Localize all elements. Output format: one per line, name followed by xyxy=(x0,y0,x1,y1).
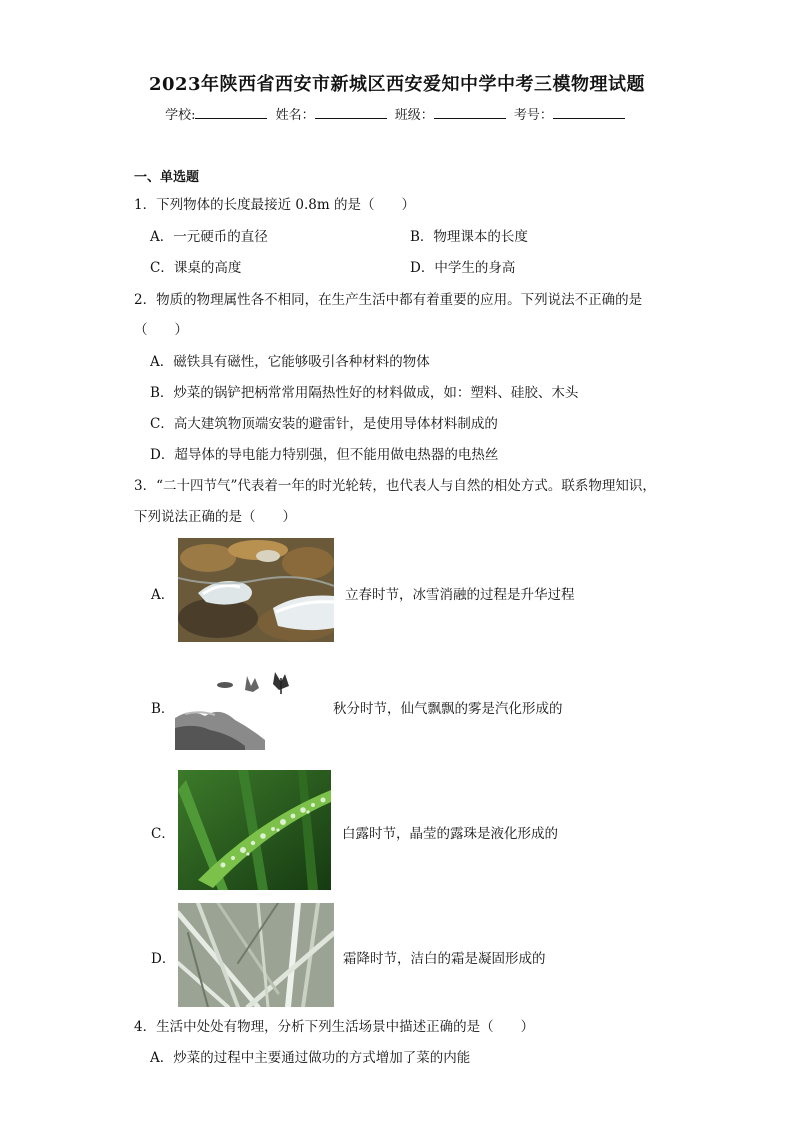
q3-stem-line2: 下列说法正确的是（ ） xyxy=(134,509,296,525)
name-label: 姓名： xyxy=(275,108,315,123)
dew-grass-image xyxy=(178,770,331,890)
q2-option-b: B．炒菜的锅铲把柄常常用隔热性好的材料做成，如：塑料、硅胶、木头 xyxy=(150,385,579,401)
q4-option-a: A．炒菜的过程中主要通过做功的方式增加了菜的内能 xyxy=(150,1050,471,1066)
class-blank[interactable] xyxy=(434,106,506,119)
name-blank[interactable] xyxy=(315,106,387,119)
q3-option-c-text: 白露时节，晶莹的露珠是液化形成的 xyxy=(342,826,558,842)
page-title: 2023年陕西省西安市新城区西安爱知中学中考三模物理试题 xyxy=(148,74,646,95)
frost-grass-image xyxy=(178,903,334,1007)
melting-ice-image xyxy=(178,538,334,642)
q1-option-a: A．一元硬币的直径 xyxy=(150,229,268,245)
fog-landscape-image xyxy=(175,668,300,750)
q3-option-d-letter: D． xyxy=(151,951,176,967)
section-title: 一、单选题 xyxy=(134,170,200,185)
q3-option-b-letter: B． xyxy=(151,701,175,717)
q4-stem: 4．生活中处处有物理，分析下列生活场景中描述正确的是（ ） xyxy=(134,1019,535,1035)
q3-option-b-text: 秋分时节，仙气飘飘的雾是汽化形成的 xyxy=(333,701,563,717)
q3-option-d-text: 霜降时节，洁白的霜是凝固形成的 xyxy=(343,951,546,967)
school-blank[interactable] xyxy=(195,106,267,119)
q3-option-a-letter: A． xyxy=(151,587,175,603)
q2-stem-line1: 2．物质的物理属性各不相同，在生产生活中都有着重要的应用。下列说法不正确的是 xyxy=(134,292,643,308)
q1-option-b: B．物理课本的长度 xyxy=(410,229,528,245)
q2-option-a: A．磁铁具有磁性，它能够吸引各种材料的物体 xyxy=(150,354,430,370)
q1-stem: 1．下列物体的长度最接近 0.8m 的是（ ） xyxy=(134,197,415,213)
class-label: 班级： xyxy=(394,108,434,123)
q1-option-d: D．中学生的身高 xyxy=(410,260,516,276)
school-label: 学校: xyxy=(165,108,196,123)
q2-option-d: D．超导体的导电能力特别强，但不能用做电热器的电热丝 xyxy=(150,447,499,463)
student-info-line xyxy=(0,104,794,123)
number-blank[interactable] xyxy=(553,106,625,119)
q3-option-c-letter: C． xyxy=(151,826,175,842)
q3-option-a-text: 立春时节，冰雪消融的过程是升华过程 xyxy=(345,587,575,603)
number-label: 考号： xyxy=(513,108,553,123)
q3-stem-line1: 3．“二十四节气”代表着一年的时光轮转，也代表人与自然的相处方式。联系物理知识， xyxy=(134,478,656,494)
q1-option-c: C．课桌的高度 xyxy=(150,260,242,276)
q2-option-c: C．高大建筑物顶端安装的避雷针，是使用导体材料制成的 xyxy=(150,416,498,432)
q2-stem-line2: （ ） xyxy=(134,322,188,338)
